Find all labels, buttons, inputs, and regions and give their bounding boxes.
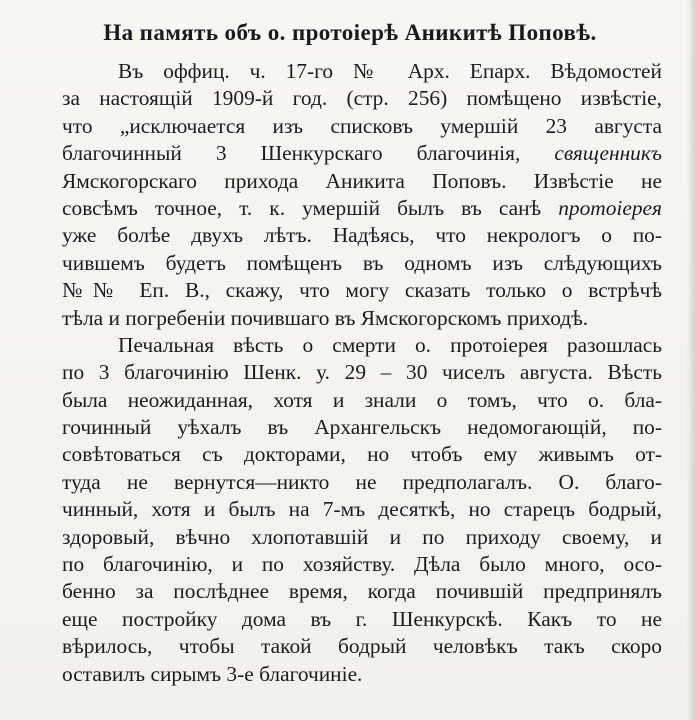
text-line: еще постройку дома въ г. Шенкурскѣ. Какъ то не [62,606,662,631]
text-line: гочинный уѣхалъ въ Архангельскъ недомогающій, по- [62,415,662,440]
text-line: за настоящій 1909-й год. (стр. 256) помѣщено извѣстіе, [62,86,662,111]
text-line: уже болѣе двухъ лѣтъ. Надѣясь, что некрологъ о по- [62,223,662,248]
text-line: Ямскогорскаго прихода Аникита Поповъ. Извѣстіе не [62,168,662,193]
text-line: здоровый, вѣчно хлопотавшій и по приходу своему, и [62,524,662,549]
text-line [62,195,662,222]
text-line: тѣла и погребеніи почившаго въ Ямскогорскомъ приходѣ. [62,305,589,330]
text-line: что „исключается изъ списковъ умершій 23 августа [62,113,662,138]
text-line: №№ Еп. В., скажу, что могу сказать только о встрѣчѣ [62,278,662,303]
text-line: совѣтоваться съ докторами, но чтобъ ему живымъ от- [62,442,662,467]
text-line: бенно за послѣднее время, когда почившій предпринялъ [62,579,662,604]
text-line: оставилъ сирымъ 3-е благочиніе. [62,661,363,686]
text-line: была неожиданная, хотя и знали о томъ, что о. бла- [62,387,662,412]
text-line: чившемъ будетъ помѣщенъ въ одномъ изъ слѣдующихъ [62,250,662,275]
text-line: Въ оффиц. ч. 17-го № Арх. Епарх. Вѣдомостей [118,59,662,83]
text-line: чинный, хотя и былъ на 7-мъ десяткѣ, но старецъ бодрый, [62,497,662,522]
paragraph-1 [62,58,662,332]
article-title: На память объ о. протоіерѣ Аникитѣ Поповѣ. [103,20,597,45]
text-line: Печальная вѣсть о смерти о. протоіерея разошлась [118,332,662,357]
page-edge-shadow [687,0,695,720]
italic-word-svyashchennik: священникъ [554,141,662,166]
paragraph-2 [62,332,662,688]
text-line: по 3 благочинію Шенк. у. 29 – 30 чиселъ августа. Вѣсть [62,360,662,385]
text-segment: совсѣмъ точное, т. к. умершій былъ въ санѣ [62,195,559,220]
italic-word-protoierey: протоіерея [558,195,662,220]
article-body [62,58,662,688]
text-segment: благочинный 3 Шенкурскаго благочинія, [62,141,555,166]
text-line: туда не вернутся—никто не предполагалъ. О. благо- [62,469,662,494]
text-line: вѣрилось, чтобы такой бодрый человѣкъ такъ скоро [62,634,662,659]
text-line: по благочинію, и по хозяйству. Дѣла было много, осо- [62,552,662,577]
text-line [62,140,662,167]
